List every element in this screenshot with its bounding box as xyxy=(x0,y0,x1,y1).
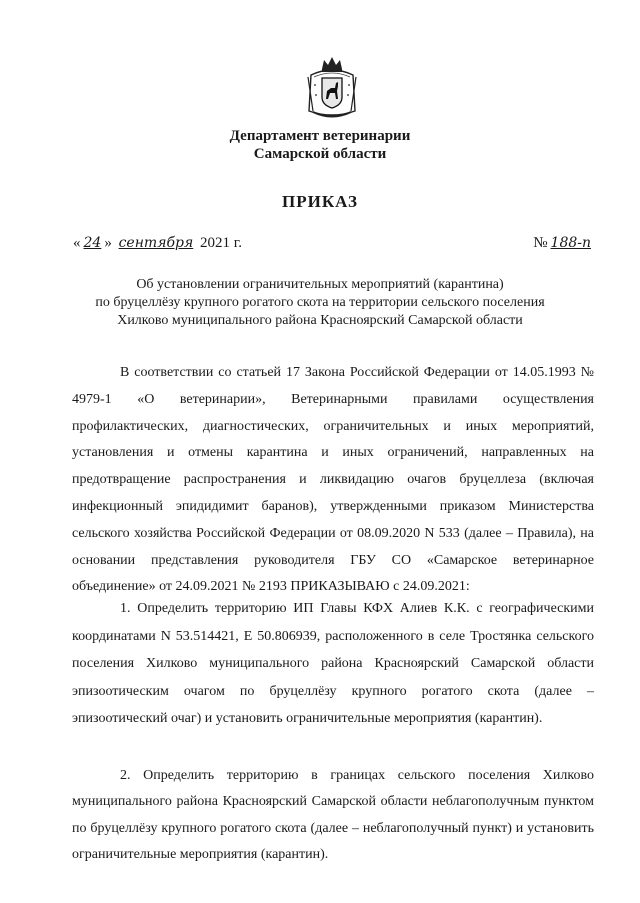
date-close-quote: » xyxy=(104,235,112,251)
date-open-quote: « xyxy=(73,235,81,251)
number-prefix: № xyxy=(533,235,548,251)
date-year: 2021 г. xyxy=(200,235,242,251)
preamble-paragraph: В соответствии со статьей 17 Закона Российской Федерации от 14.05.1993 № 4979-1 «О ветеринарии», Ветеринарными правилами осуществления профилактических, диагностических, ограничительных и иных мероприятий, установления и отмены карантина и иных ограничений, направленных на предотвращение распространения и ликвидацию очагов бруцеллеза (включая инфекционный эпидидимит баранов), утвержденными приказом Министерства сельского хозяйства Российской Федерации от 08.09.2020 N 533 (далее – Правила), на основании представления руководителя ГБУ СО «Самарское ветеринарное объединение» от 24.09.2021 № 2193 ПРИКАЗЫВАЮ с 24.09.2021: xyxy=(72,365,594,595)
subject-line-1: Об установлении ограничительных мероприятий (карантина) xyxy=(136,277,504,292)
number-value-handwritten: 188-п xyxy=(550,235,591,251)
date-day-handwritten: 24 xyxy=(83,235,102,251)
clause-1-paragraph: 1. Определить территорию ИП Главы КФХ Алиев К.К. с географическими координатами N 53.514421, E 50.806939, расположенного в селе Тростянка сельского поселения Хилково муниципального района Красноярский Самарской области эпизоотическим очагом по бруцеллёзу крупного рогатого скота (далее – эпизоотический очаг) и установить ограничительные мероприятия (карантин). xyxy=(72,601,594,727)
organization-name xyxy=(0,127,640,163)
order-subject xyxy=(0,276,640,330)
order-date xyxy=(73,235,242,252)
organization-line-2: Самарской области xyxy=(253,146,387,162)
date-month-handwritten: сентября xyxy=(118,235,194,251)
organization-line-1: Департамент ветеринарии xyxy=(229,128,411,144)
order-number xyxy=(533,235,594,252)
subject-line-2: по бруцеллёзу крупного рогатого скота на территории сельского поселения xyxy=(95,295,545,310)
document-type: ПРИКАЗ xyxy=(282,192,358,211)
coat-of-arms-icon xyxy=(305,55,359,121)
subject-line-3: Хилково муниципального района Красноярский Самарской области xyxy=(117,313,523,328)
clause-2-paragraph: 2. Определить территорию в границах сельского поселения Хилково муниципального района Красноярский Самарской области неблагополучным пунктом по бруцеллёзу крупного рогатого скота (далее – неблагополучный пункт) и установить ограничительные мероприятия (карантин). xyxy=(72,768,594,862)
